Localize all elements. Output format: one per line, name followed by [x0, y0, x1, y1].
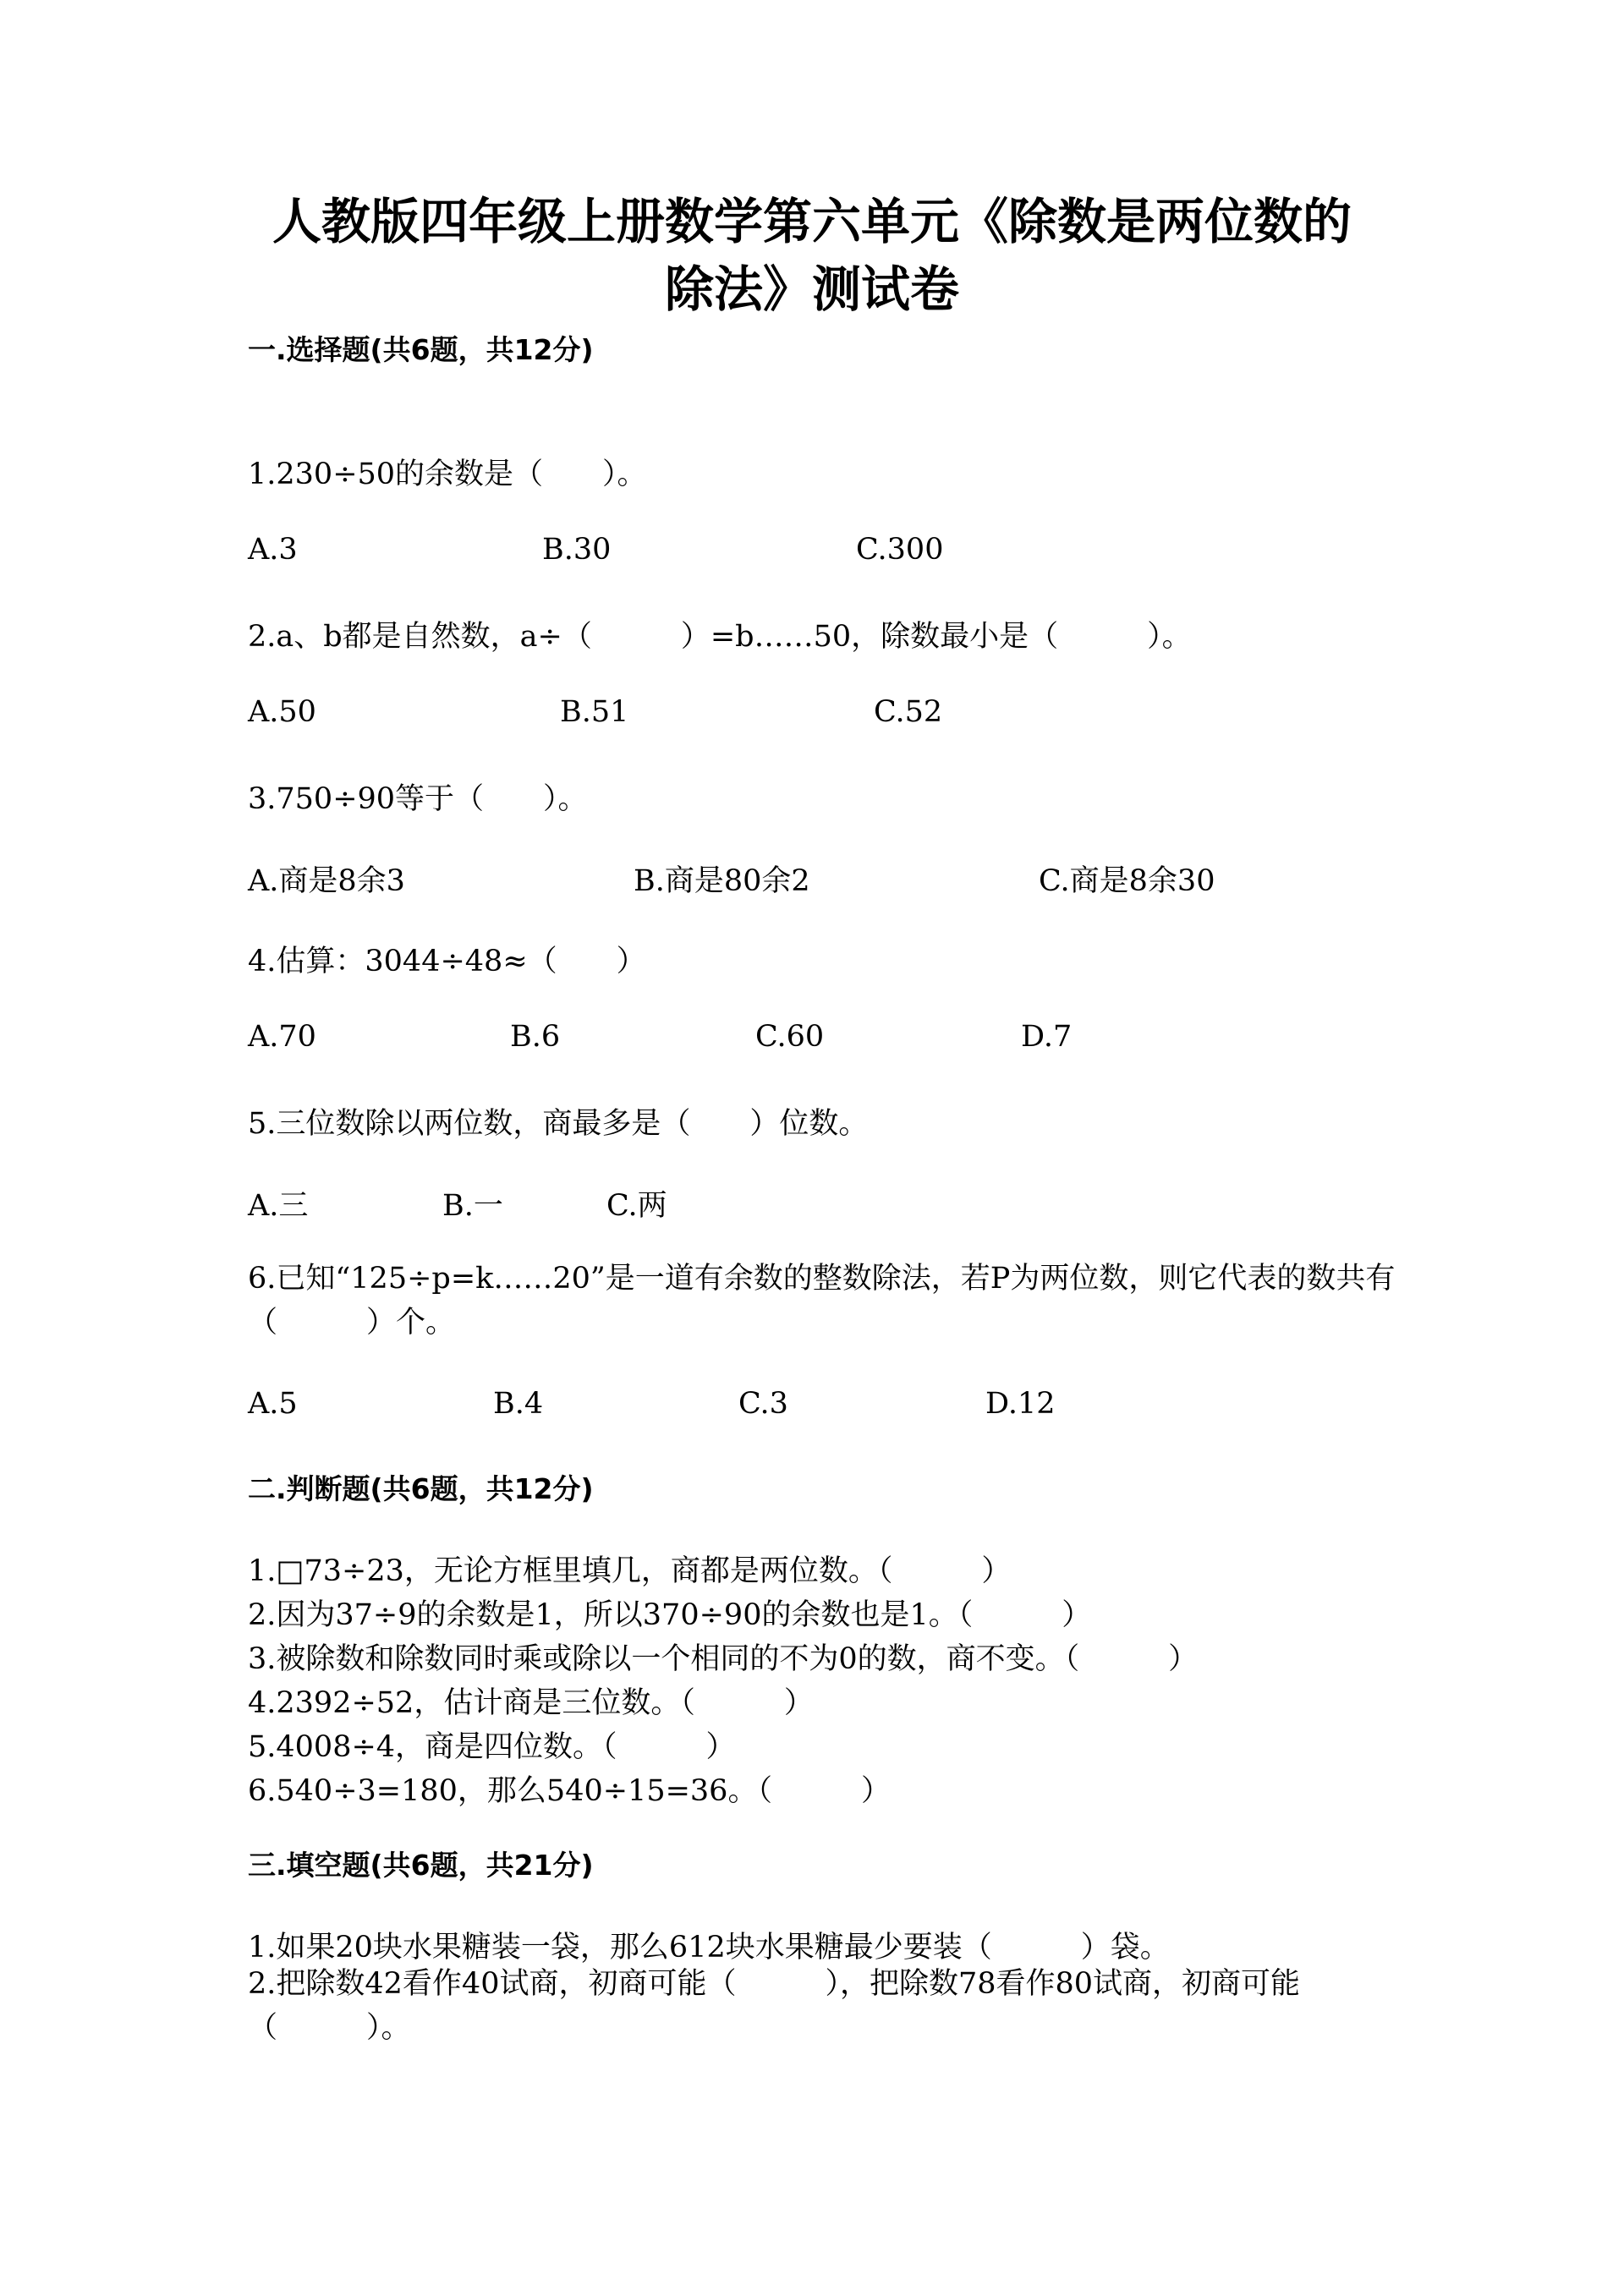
title-line-2: 除法》测试卷	[664, 260, 959, 318]
option: B.一	[442, 1189, 503, 1223]
judge-item: 3.被除数和除数同时乘或除以一个相同的不为0的数，商不变。（ ）	[248, 1642, 1199, 1676]
page-title	[254, 188, 1370, 323]
section-heading-choice: 一.选择题(共6题，共12分)	[248, 333, 594, 366]
option: C.60	[755, 1020, 825, 1054]
option: D.7	[1021, 1020, 1073, 1054]
option: A.三	[248, 1189, 309, 1223]
option: B.51	[560, 695, 629, 729]
option: A.商是8余3	[248, 864, 405, 898]
question-6: 6.已知“125÷p=k……20”是一道有余数的整数除法，若P为两位数，则它代表的数共有（ ）个。	[248, 1262, 1396, 1340]
option: D.12	[985, 1387, 1056, 1421]
option: C.300	[856, 533, 944, 567]
option: B.30	[542, 533, 612, 567]
question-1: 1.230÷50的余数是（ ）。	[248, 458, 647, 491]
judge-item: 1.□73÷23，无论方框里填几，商都是两位数。（ ）	[248, 1554, 1012, 1588]
option: B.商是80余2	[634, 864, 810, 898]
section-heading-judge: 二.判断题(共6题，共12分)	[248, 1472, 594, 1505]
judge-item: 6.540÷3=180，那么540÷15=36。（ ）	[248, 1774, 891, 1808]
section-heading-fill: 三.填空题(共6题，共21分)	[248, 1849, 594, 1882]
option: A.5	[248, 1387, 298, 1421]
option: C.商是8余30	[1039, 864, 1215, 898]
option: C.52	[874, 695, 943, 729]
option: A.3	[248, 533, 298, 567]
option: B.4	[493, 1387, 544, 1421]
question-3: 3.750÷90等于（ ）。	[248, 782, 588, 816]
judge-item: 5.4008÷4，商是四位数。（ ）	[248, 1730, 736, 1764]
option: A.50	[248, 695, 316, 729]
fill-item: 2.把除数42看作40试商，初商可能（ ），把除数78看作80试商，初商可能（ ）。	[248, 1967, 1301, 2045]
option: C.两	[606, 1189, 667, 1223]
title-line-1: 人教版四年级上册数学第六单元《除数是两位数的	[272, 193, 1352, 250]
option: B.6	[510, 1020, 561, 1054]
question-4: 4.估算：3044÷48≈（ ）	[248, 945, 646, 978]
judge-item: 4.2392÷52，估计商是三位数。（ ）	[248, 1686, 814, 1720]
judge-item: 2.因为37÷9的余数是1，所以370÷90的余数也是1。（ ）	[248, 1598, 1092, 1632]
option: C.3	[738, 1387, 788, 1421]
question-5: 5.三位数除以两位数，商最多是（ ）位数。	[248, 1107, 869, 1141]
fill-item: 1.如果20块水果糖装一袋，那么612块水果糖最少要装（ ）袋。	[248, 1931, 1170, 1964]
option: A.70	[248, 1020, 316, 1054]
question-2: 2.a、b都是自然数，a÷（ ）=b……50，除数最小是（ ）。	[248, 620, 1192, 654]
